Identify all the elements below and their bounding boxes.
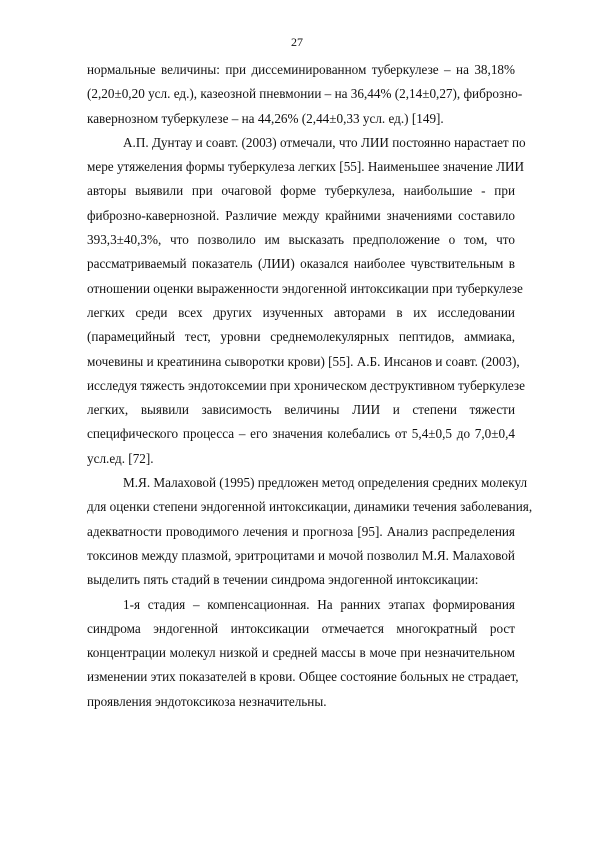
text-line: (парамецийный тест, уровни среднемолекулярных пептидов, аммиака,	[87, 329, 515, 345]
text-line: выделить пять стадий в течении синдрома эндогенной интоксикации:	[87, 572, 479, 588]
text-line: фиброзно-кавернозной. Различие между крайними значениями составило	[87, 207, 515, 223]
text-line: легких, выявили зависимость величины ЛИИ и степени тяжести	[87, 402, 515, 418]
text-line: 1-я стадия – компенсационная. На ранних этапах формирования	[123, 596, 515, 612]
text-line: проявления эндотоксикоза незначительны.	[87, 693, 327, 709]
text-line: мочевины и креатинина сыворотки крови) [55]. А.Б. Инсанов и соавт. (2003),	[87, 353, 520, 369]
text-line: токсинов между плазмой, эритроцитами и мочой позволил М.Я. Малаховой	[87, 547, 515, 563]
text-line: нормальные величины: при диссеминированном туберкулезе – на 38,18%	[87, 62, 515, 77]
paragraph	[87, 471, 533, 592]
text-line: М.Я. Малаховой (1995) предложен метод определения средних молекул	[123, 475, 528, 491]
text-line: концентрации молекул низкой и средней массы в моче при незначительном	[87, 645, 515, 661]
text-line: отношении оценки выраженности эндогенной интоксикации при туберкулезе	[87, 280, 523, 296]
text-line: 393,3±40,3%, что позволило им высказать предположение о том, что	[87, 232, 515, 248]
text-line: легких среди всех других изученных авторами в их исследовании	[87, 304, 515, 320]
text-line: специфического процесса – его значения колебались от 5,4±0,5 до 7,0±0,4	[87, 426, 515, 442]
text-line: синдрома эндогенной интоксикации отмечается многократный рост	[87, 620, 515, 636]
paragraph	[87, 593, 519, 714]
text-line: авторы выявили при очаговой форме туберкулеза, наибольшие - при	[87, 183, 515, 199]
text-line: усл.ед. [72].	[87, 450, 154, 466]
text-line: рассматриваемый показатель (ЛИИ) оказался наиболее чувствительным в	[87, 256, 515, 272]
paragraph	[87, 58, 523, 131]
text-line: адекватности проводимого лечения и прогноза [95]. Анализ распределения	[87, 523, 515, 539]
text-body	[87, 58, 533, 714]
text-line: А.П. Дунтау и соавт. (2003) отмечали, что ЛИИ постоянно нарастает по	[123, 134, 526, 150]
text-line: для оценки степени эндогенной интоксикации, динамики течения заболевания,	[87, 499, 533, 515]
text-line: изменении этих показателей в крови. Общее состояние больных не страдает,	[87, 669, 519, 685]
text-line: (2,20±0,20 усл. ед.), казеозной пневмонии – на 36,44% (2,14±0,27), фиброзно-	[87, 86, 523, 102]
text-line: мере утяжеления формы туберкулеза легких [55]. Наименьшее значение ЛИИ	[87, 159, 525, 175]
text-line: исследуя тяжесть эндотоксемии при хроническом деструктивном туберкулезе	[87, 377, 525, 393]
page-number: 27	[291, 35, 303, 49]
paragraph	[87, 131, 526, 471]
text-line: кавернозном туберкулезе – на 44,26% (2,44±0,33 усл. ед.) [149].	[87, 110, 444, 126]
